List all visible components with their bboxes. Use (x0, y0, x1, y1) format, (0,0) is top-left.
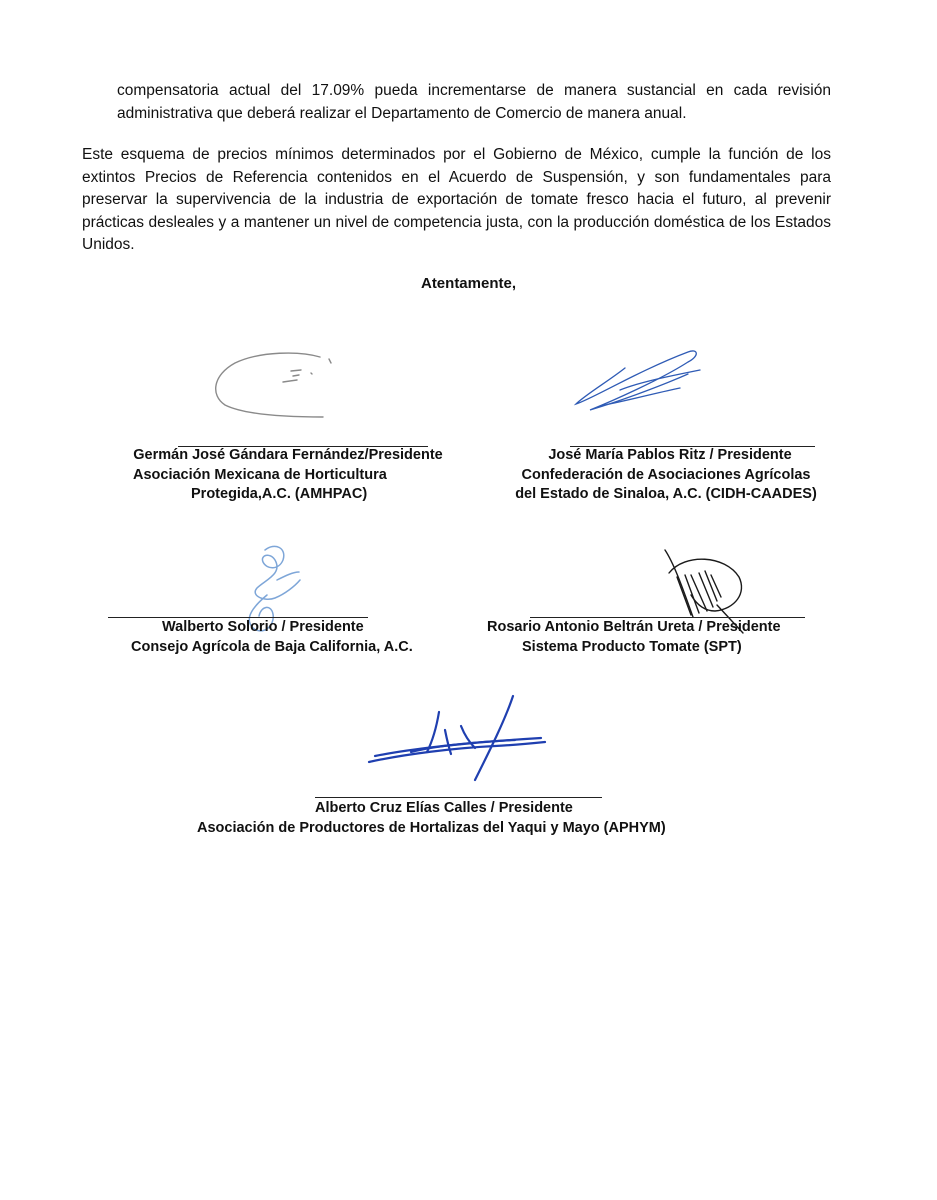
body-paragraph-main: Este esquema de precios mínimos determinados por el Gobierno de México, cumple la función de los extintos Precios de Referencia contenidos en el Acuerdo de Suspensión, y son fundamentales para preservar la supervivencia de la industria de exportación de tomate fresco hacia el futuro, al prevenir prácticas desleales y a mantener un nivel de competencia justa, con la producción doméstica de los Estados Unidos. (82, 146, 831, 253)
signature-line-cruz (315, 797, 602, 798)
signatory-organization: Confederación de Asociaciones Agrícolas (521, 466, 811, 483)
signatory-cruz (150, 799, 770, 838)
closing-salutation: Atentamente, (420, 275, 517, 292)
body-paragraph-indented: compensatoria actual del 17.09% pueda incrementarse de manera sustancial en cada revisión administrativa que deberá realizar el Departamento de Comercio de manera anual. (117, 82, 831, 122)
signatory-name: Alberto Cruz Elías Calles / Presidente (315, 800, 573, 816)
signatory-organization: Asociación de Productores de Hortalizas del Yaqui y Mayo (APHYM) (197, 819, 666, 836)
signatory-solorio (110, 618, 466, 657)
signatory-name: Walberto Solorio / Presidente (162, 619, 364, 635)
signatory-beltran (480, 618, 826, 657)
signatory-organization: Consejo Agrícola de Baja California, A.C. (131, 638, 413, 655)
signature-gandara-image (205, 345, 345, 420)
signature-pablos-image (570, 340, 710, 420)
signatory-organization: Protegida,A.C. (AMHPAC) (191, 486, 368, 502)
signatory-organization: Sistema Producto Tomate (SPT) (522, 638, 742, 655)
signatory-pablos (490, 446, 842, 505)
signatory-name: José María Pablos Ritz / Presidente (548, 447, 792, 463)
signatory-organization: del Estado de Sinaloa, A.C. (CIDH-CAADES) (515, 486, 817, 502)
signatory-organization: Asociación Mexicana de Horticultura (133, 466, 387, 483)
signatory-gandara (110, 446, 466, 505)
signature-cruz-image (365, 690, 555, 785)
signatory-name: Rosario Antonio Beltrán Ureta / Presidente (487, 619, 781, 635)
signatory-name: Germán José Gándara Fernández/Presidente (133, 447, 443, 463)
